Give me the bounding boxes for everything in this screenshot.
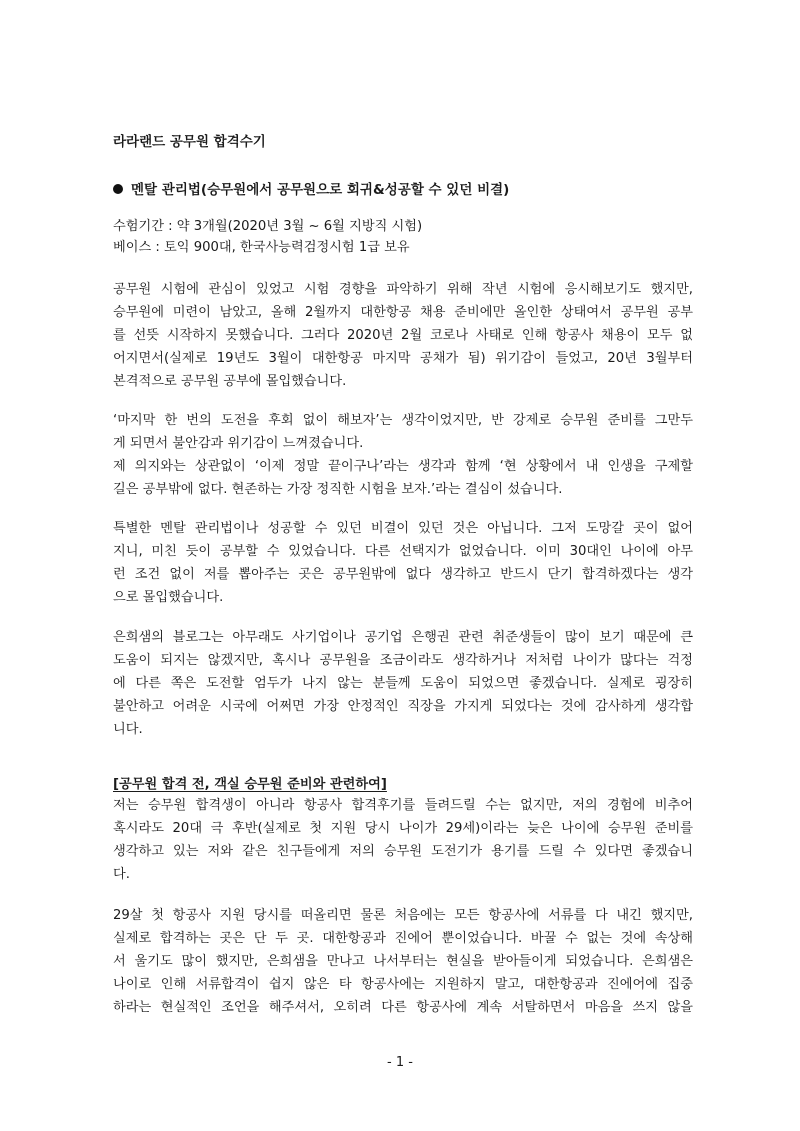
- paragraph-line: 도움이 되지는 않겠지만, 혹시나 공무원을 조금이라도 생각하거나 저처럼 나이가 많다는 걱정: [113, 653, 693, 668]
- section-heading-text: 멘탈 관리법(승무원에서 공무원으로 회귀&성공할 수 있던 비결): [131, 182, 510, 198]
- paragraph-line: 서 울기도 많이 했지만, 은희샘을 만나고 나서부터는 현실을 받아들이게 되었습니다. 은희샘은: [113, 954, 693, 969]
- paragraph-line: 승무원에 미련이 남았고, 올해 2월까지 대한항공 채용 준비에만 올인한 상태여서 공무원 공부: [113, 305, 693, 320]
- paragraph-line: 혹시라도 20대 극 후반(실제로 첫 지원 당시 나이가 29세)이라는 늦은 나이에 승무원 준비를: [113, 821, 693, 836]
- paragraph-line: 길은 공부밖에 없다. 현존하는 가장 정직한 시험을 보자.’라는 결심이 섰습니다.: [113, 482, 563, 497]
- bullet-icon: [113, 184, 123, 194]
- paragraph-line: 어지면서(실제로 19년도 3월이 대한항공 마지막 공채가 됨) 위기감이 들었고, 20년 3월부터: [113, 351, 693, 366]
- paragraph-line: 하라는 현실적인 조언을 해주셔서, 오히려 다른 항공사에 계속 서탈하면서 마음을 쓰지 않을: [113, 1000, 693, 1015]
- paragraph-line: 지니, 미친 듯이 공부할 수 있었습니다. 다른 선택지가 없었습니다. 이미 30대인 나이에 아무: [113, 544, 693, 559]
- section-heading-cabin-crew: [공무원 합격 전, 객실 승무원 준비와 관련하여]: [113, 777, 387, 792]
- base-qualification: 베이스 : 토익 900대, 한국사능력검정시험 1급 보유: [113, 240, 410, 255]
- paragraph-line: 에 다른 쪽은 도전할 엄두가 나지 않는 분들께 도움이 되었으면 좋겠습니다. 실제로 굉장히: [113, 676, 693, 691]
- paragraph-line: 게 되면서 불안감과 위기감이 느껴졌습니다.: [113, 436, 364, 451]
- paragraph-line: 29살 첫 항공사 지원 당시를 떠올리면 물론 처음에는 모든 항공사에 서류를 다 내긴 했지만,: [113, 908, 693, 923]
- paragraph-line: 를 선뜻 시작하지 못했습니다. 그러다 2020년 2월 코로나 사태로 인해 항공사 채용이 모두 없: [113, 328, 693, 343]
- paragraph-line: 런 조건 없이 저를 뽑아주는 곳은 공무원밖에 없다 생각하고 반드시 단기 합격하겠다는 생각: [113, 567, 693, 582]
- document-title: 라라랜드 공무원 합격수기: [113, 134, 266, 150]
- paragraph-line: 니다.: [113, 722, 143, 737]
- section-heading-mental: [113, 178, 509, 198]
- paragraph-line: 실제로 합격하는 곳은 단 두 곳. 대한항공과 진에어 뿐이었습니다. 바꿀 수 없는 것에 속상해: [113, 931, 693, 946]
- paragraph-line: 나이로 인해 서류합격이 쉽지 않은 타 항공사에는 지원하지 말고, 대한항공과 진에어에 집중: [113, 977, 693, 992]
- paragraph-line: 본격적으로 공무원 공부에 몰입했습니다.: [113, 374, 347, 389]
- paragraph-line: 공무원 시험에 관심이 있었고 시험 경향을 파악하기 위해 작년 시험에 응시해보기도 했지만,: [113, 282, 693, 297]
- paragraph-line: ‘마지막 한 번의 도전을 후회 없이 해보자’는 생각이었지만, 반 강제로 승무원 준비를 그만두: [113, 413, 693, 428]
- paragraph-line: 은희샘의 블로그는 아무래도 사기업이나 공기업 은행권 관련 취준생들이 많이 보기 때문에 큰: [113, 630, 693, 645]
- paragraph-line: 제 의지와는 상관없이 ‘이제 정말 끝이구나’라는 생각과 함께 ‘현 상황에서 내 인생을 구제할: [113, 459, 693, 474]
- paragraph-line: 특별한 멘탈 관리법이나 성공할 수 있던 비결이 있던 것은 아닙니다. 그저 도망갈 곳이 없어: [113, 521, 693, 536]
- paragraph-line: 불안하고 어려운 시국에 어쩌면 가장 안정적인 직장을 가지게 되었다는 것에 감사하게 생각합: [113, 699, 693, 714]
- study-period: 수험기간 : 약 3개월(2020년 3월 ~ 6월 지방직 시험): [113, 219, 423, 234]
- paragraph-line: 생각하고 있는 저와 같은 친구들에게 저의 승무원 도전기가 용기를 드릴 수 있다면 좋겠습니: [113, 844, 693, 859]
- paragraph-line: 으로 몰입했습니다.: [113, 590, 224, 605]
- page-number: - 1 -: [387, 1055, 413, 1070]
- paragraph-line: 다.: [113, 867, 130, 882]
- paragraph-line: 저는 승무원 합격생이 아니라 항공사 합격후기를 들려드릴 수는 없지만, 저의 경험에 비추어: [113, 798, 693, 813]
